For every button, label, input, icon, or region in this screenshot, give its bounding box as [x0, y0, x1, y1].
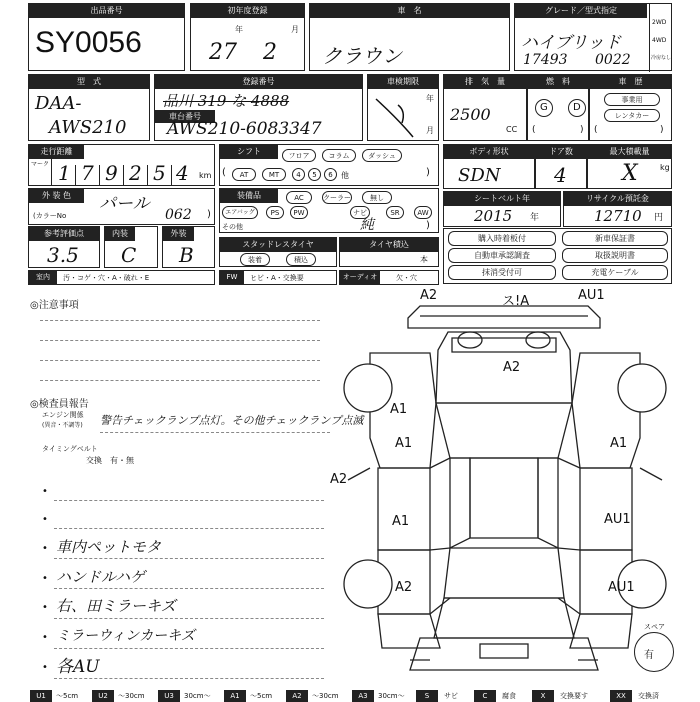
mileage-box: [28, 144, 215, 186]
exterior-label: 外装: [163, 227, 194, 241]
mark-left-rear-door: A1: [392, 514, 410, 529]
inspection-box: [367, 74, 439, 141]
displacement-value: 2500: [450, 105, 491, 124]
doc-deregistration: 抹消受付可: [448, 265, 556, 280]
fw-strip: [219, 270, 337, 285]
mileage-digit-1: 1: [58, 161, 71, 185]
shift-at: AT: [232, 168, 256, 181]
equipment-aw: AW: [414, 206, 432, 219]
equipment-ps: PS: [266, 206, 284, 219]
cabin-items: 汚・コゲ・穴・A・破れ・E: [63, 274, 150, 282]
documents-box: [443, 228, 672, 284]
score-box: [28, 226, 100, 268]
grade-box: [514, 3, 672, 71]
equipment-navi: ナビ: [350, 206, 370, 219]
shift-gear-4: 4: [292, 168, 305, 181]
capacity-box: [587, 144, 672, 189]
grade-value: ハイブリッド: [521, 33, 622, 53]
mark-hood: A2: [503, 360, 521, 375]
legend-code-u3: U3: [158, 690, 180, 702]
inspection-year-unit: 年: [426, 94, 434, 103]
shift-label: シフト: [220, 145, 278, 159]
legend-code-a1: A1: [224, 690, 246, 702]
month-unit: 月: [291, 25, 299, 34]
shift-mt: MT: [262, 168, 286, 181]
shift-gear-6: 6: [324, 168, 337, 181]
mileage-unit: km: [199, 171, 212, 180]
equipment-box: [219, 188, 439, 233]
mileage-digit-6: 4: [176, 161, 189, 185]
model-line2: AWS210: [49, 117, 127, 138]
report-line-4: ミラーウィンカーキズ: [56, 628, 195, 644]
report-bullet-1: •: [42, 486, 48, 497]
year-unit: 年: [235, 25, 243, 34]
body-type-label: ボディ形状: [444, 145, 534, 159]
history-paren-close: ): [660, 125, 664, 135]
legend-code-a3: A3: [352, 690, 374, 702]
windshield: [436, 403, 572, 458]
audio-label: オーディオ: [340, 271, 380, 284]
equipment-sr: SR: [386, 206, 404, 219]
mark-right-rear-door: AU1: [604, 512, 631, 527]
inspection-label: 車検期限: [368, 75, 438, 89]
equipment-other: その他: [222, 223, 243, 231]
doc-charge-cable: 充電ケーブル: [562, 265, 668, 280]
notes-label: ◎注意事項: [30, 300, 79, 311]
registration-number: 品川 319 な 4888: [163, 92, 290, 110]
mileage-label: 走行距離: [29, 145, 84, 159]
equipment-label: 装備品: [220, 189, 278, 203]
recycle-box: [563, 191, 672, 227]
mark-right-front-door: A1: [610, 436, 628, 451]
interior-label: 内装: [105, 227, 135, 241]
car-diagram: [330, 288, 680, 688]
capacity-value: X: [622, 161, 638, 186]
legend-desc-c: 腐食: [502, 692, 516, 700]
doors-label: ドア数: [536, 145, 586, 159]
first-registration-month: 2: [263, 40, 277, 65]
mileage-mark-label: マーク: [31, 161, 50, 168]
grade-code-2: 0022: [595, 52, 631, 68]
fuel-g: G: [540, 102, 548, 113]
ac-none: 冷房なし: [651, 55, 672, 61]
engine-value: 警告チェックランプ点灯。その他チェックランプ点滅: [100, 414, 364, 427]
displacement-box: [443, 74, 527, 141]
interior-box: [104, 226, 158, 268]
color-code: 062: [165, 207, 192, 223]
audio-items: 欠・穴: [396, 274, 417, 282]
seatbelt-box: [443, 191, 561, 227]
first-registration-box: [190, 3, 305, 71]
score-value: 3.5: [47, 243, 79, 267]
mark-left-front-door: A1: [395, 436, 413, 451]
shift-box: [219, 144, 439, 186]
car-name-label: 車 名: [310, 4, 509, 18]
legend-code-u2: U2: [92, 690, 114, 702]
fuel-label: 燃 料: [528, 75, 588, 89]
mileage-digit-2: 7: [81, 161, 94, 185]
seatbelt-label: シートベルト年: [444, 192, 560, 206]
inspection-month-unit: 月: [426, 126, 434, 135]
legend-desc-u1: ～5cm: [56, 692, 79, 700]
right-front-door: [580, 468, 632, 550]
model-line1: DAA-: [35, 93, 82, 114]
shift-column: コラム: [322, 149, 356, 162]
left-front-door: [378, 468, 430, 550]
recycle-value: 12710: [594, 207, 642, 225]
inspection-strike: [368, 89, 440, 142]
history-label: 車 歴: [590, 75, 671, 89]
license-plate: [480, 644, 528, 658]
report-line-2: ハンドルハゲ: [56, 568, 145, 586]
mileage-digits: [51, 159, 194, 186]
displacement-label: 排 気 量: [444, 75, 526, 89]
fuel-paren-close: ): [580, 125, 584, 135]
mileage-digit-5: 5: [153, 161, 166, 185]
seatbelt-value: 2015: [474, 207, 513, 225]
shift-floor: フロア: [282, 149, 316, 162]
doors-box: [535, 144, 587, 189]
shift-dash: ダッシュ: [362, 149, 402, 162]
report-line-1: 車内ペットモタ: [56, 538, 162, 556]
history-rental: レンタカー: [604, 109, 660, 122]
mark-left-rear-quarter: A2: [395, 580, 413, 595]
car-name-box: [309, 3, 510, 71]
shift-other: 他: [341, 171, 349, 180]
legend-desc-a1: ～5cm: [250, 692, 273, 700]
studless-load: 積込: [286, 253, 316, 266]
doc-approval-survey: 自動車承認調査: [448, 248, 556, 263]
tire-load-box: [339, 237, 439, 267]
legend-code-xx: XX: [610, 690, 632, 702]
equipment-cooler: クーラー: [322, 191, 352, 204]
registration-label: 登録番号: [155, 75, 362, 89]
equipment-other-value: 純: [360, 217, 374, 233]
legend-desc-u3: 30cm～: [184, 692, 211, 700]
report-bullet-3: •: [42, 543, 48, 554]
headlight-left: [458, 332, 482, 348]
right-rear-quarter: [570, 614, 632, 648]
interior-value: C: [121, 243, 137, 267]
capacity-label: 最大積載量: [588, 145, 671, 159]
report-bullet-5: •: [42, 602, 48, 613]
tire-load-label: タイヤ積込: [340, 238, 438, 252]
equipment-ac: AC: [286, 191, 312, 204]
body-type-box: [443, 144, 535, 189]
drive-2wd: 2WD: [652, 19, 667, 26]
spare-circle: [634, 632, 674, 672]
studless-box: [219, 237, 337, 267]
mileage-digit-3: 9: [105, 161, 118, 185]
legend-desc-xx: 交換済: [638, 692, 659, 700]
legend-code-x: X: [532, 690, 554, 702]
lot-number: SY0056: [35, 26, 142, 59]
equipment-pw: PW: [290, 206, 308, 219]
drive-4wd: 4WD: [652, 37, 667, 44]
spare-value: 有: [644, 650, 654, 661]
doors-value: 4: [554, 163, 567, 187]
history-paren-open: (: [594, 125, 598, 135]
spare-label: スペア: [644, 623, 665, 631]
report-line-3: 右、田ミラーキズ: [56, 597, 176, 615]
legend-code-a2: A2: [286, 690, 308, 702]
fw-items: ヒビ・A・交換要: [250, 274, 304, 282]
studless-label: スタッドレスタイヤ: [220, 238, 336, 252]
doc-purchase-plate: 購入時着板付: [448, 231, 556, 246]
fuel-box: [527, 74, 589, 141]
mark-front-left: A2: [420, 288, 438, 303]
report-bullet-7: •: [42, 662, 48, 673]
engine-label: エンジン関係: [42, 411, 84, 419]
doc-manual: 取扱説明書: [562, 248, 668, 263]
wheel-left-rear: [344, 560, 392, 608]
cabin-strip: [28, 270, 215, 285]
lot-number-label: 出品番号: [29, 4, 184, 18]
color-value: パール: [99, 194, 150, 214]
mark-right-rear-quarter: AU1: [608, 580, 635, 595]
exterior-box: [162, 226, 215, 268]
fuel-d: D: [573, 102, 581, 113]
equipment-paren-close: ): [426, 220, 430, 231]
roof: [470, 458, 538, 538]
tire-load-unit: 本: [420, 255, 428, 264]
chassis-label: 車台番号: [155, 110, 215, 123]
first-registration-year: 27: [209, 40, 237, 65]
equipment-airbag: エアバッグ: [222, 206, 258, 219]
seatbelt-unit: 年: [530, 213, 540, 223]
report-line-5: 各AU: [56, 657, 100, 677]
recycle-unit: 円: [654, 213, 664, 223]
legend-code-s: S: [416, 690, 438, 702]
rear-window: [444, 548, 564, 598]
body-type-value: SDN: [458, 165, 501, 186]
grade-label: グレード／型式指定: [515, 4, 647, 18]
front-bumper: [408, 306, 600, 328]
doc-new-car-warranty: 新車保証書: [562, 231, 668, 246]
wheel-right-front: [618, 364, 666, 412]
studless-replace: 装着: [240, 253, 270, 266]
score-label: 参考評価点: [29, 227, 99, 241]
legend-desc-a3: 30cm～: [378, 692, 405, 700]
chassis-number: AWS210-6083347: [167, 119, 322, 139]
history-box: [589, 74, 672, 141]
model-label: 型 式: [29, 75, 149, 89]
headlight-right: [526, 332, 550, 348]
legend-desc-s: サビ: [444, 692, 458, 700]
drive-column: [649, 4, 673, 72]
first-registration-label: 初年度登録: [191, 4, 304, 18]
model-box: [28, 74, 150, 141]
displacement-unit: CC: [506, 125, 518, 134]
trunk: [434, 598, 574, 638]
legend-bar: [30, 690, 680, 700]
legend-desc-x: 交換要す: [560, 692, 588, 700]
report-label: ◎検査員報告: [30, 399, 89, 410]
timing-value: 交換 有・無: [86, 456, 134, 465]
shift-gear-5: 5: [308, 168, 321, 181]
legend-code-u1: U1: [30, 690, 52, 702]
registration-box: [154, 74, 363, 141]
audio-strip: [339, 270, 439, 285]
shift-paren-open: (: [222, 167, 226, 178]
lot-number-box: [28, 3, 185, 71]
mark-left-fender: A1: [390, 402, 408, 417]
timing-label: タイミングベルト: [42, 445, 98, 453]
report-bullet-2: •: [42, 514, 48, 525]
car-name: クラウン: [322, 44, 402, 68]
mileage-digit-4: 2: [129, 161, 142, 185]
fw-label: FW: [220, 271, 244, 284]
color-code-label: (カラーNo: [33, 212, 67, 220]
capacity-unit: kg: [660, 163, 670, 172]
legend-desc-a2: ～30cm: [312, 692, 339, 700]
legend-desc-u2: ～30cm: [118, 692, 145, 700]
cabin-label: 室内: [29, 271, 57, 284]
history-business: 事業用: [604, 93, 660, 106]
grade-code-1: 17493: [523, 52, 568, 68]
mark-front-center: ス!A: [502, 294, 530, 309]
mark-front-right: AU1: [578, 288, 605, 303]
equipment-none: 無し: [362, 191, 392, 204]
recycle-label: リサイクル預託金: [564, 192, 671, 206]
fuel-paren-open: (: [532, 125, 536, 135]
color-paren-close: ): [207, 209, 211, 220]
wheel-left-front: [344, 364, 392, 412]
engine-sub: (異音・不調等): [42, 422, 83, 429]
color-box: [28, 188, 215, 225]
shift-paren-close: ): [426, 167, 430, 178]
report-bullet-4: •: [42, 573, 48, 584]
color-label: 外 装 色: [29, 189, 84, 203]
report-bullet-6: •: [42, 632, 48, 643]
mark-left-side: A2: [330, 472, 348, 487]
exterior-value: B: [179, 243, 194, 267]
left-rear-quarter: [378, 614, 440, 648]
legend-code-c: C: [474, 690, 496, 702]
